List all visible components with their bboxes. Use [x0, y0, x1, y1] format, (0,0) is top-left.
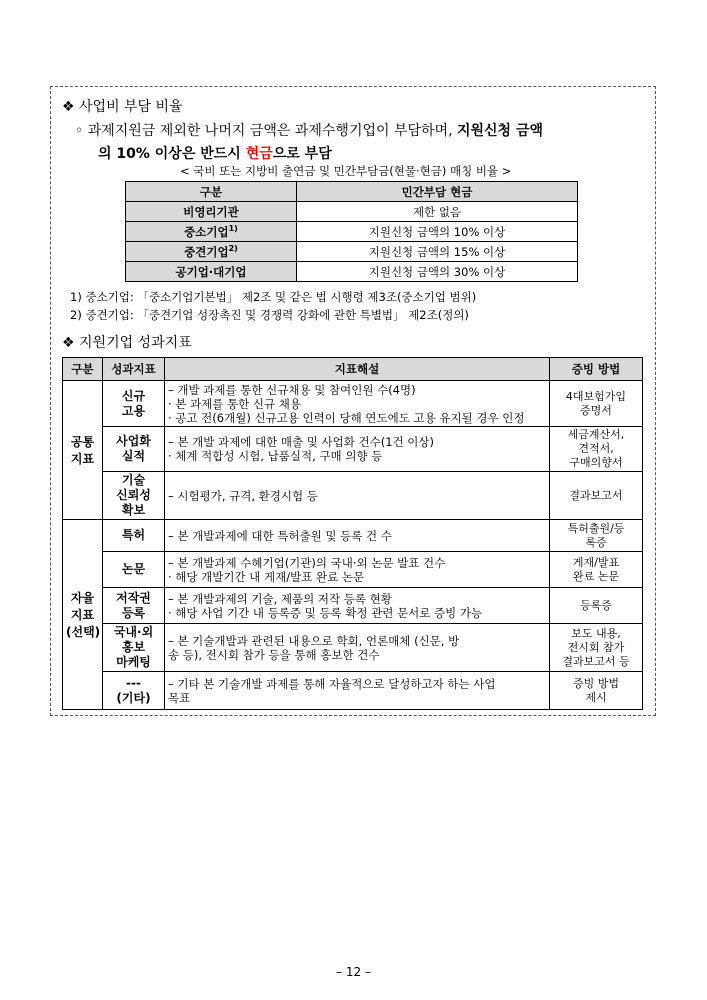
description-cell [165, 588, 550, 624]
evidence-cell [550, 427, 643, 472]
table-row [63, 520, 643, 552]
footnote-1: 1) 중소기업: 「중소기업기본법」 제2조 및 같은 법 시행령 제3조(중소기업 범위) [70, 290, 477, 304]
row-value: 지원신청 금액의 10% 이상 [297, 222, 578, 242]
text-line: 기술 [121, 473, 146, 487]
text-segment: 과제지원금 제외한 나머지 금액은 과제수행기업이 부담하며, [87, 123, 457, 139]
description-cell [165, 672, 550, 710]
text-line: 국내·외 [113, 625, 154, 639]
indicator-cell [103, 381, 165, 427]
text-line: 록증 [585, 535, 607, 549]
text-line: 송 등), 전시회 참가 등을 통해 홍보한 건수 [168, 647, 380, 662]
row-value: 제한 없음 [297, 202, 578, 222]
indicator-cell [103, 472, 165, 520]
text-line: 완료 논문 [572, 569, 619, 583]
section-title: 지원기업 성과지표 [79, 335, 192, 351]
table-row [126, 242, 578, 262]
text-line: – 본 개발과제 수혜기업(기관)의 국내·외 논문 발표 건수 [168, 555, 446, 570]
text-line: – 본 개발 과제에 대한 매출 및 사업화 건수(1건 이상) [168, 435, 435, 449]
text-line: 등록 [121, 605, 146, 620]
header-cell: 증빙 방법 [550, 358, 643, 381]
text-line: 게재/발표 [572, 555, 620, 569]
row-value: 지원신청 금액의 30% 이상 [297, 262, 578, 282]
text-line: 신뢰성 [116, 488, 151, 502]
evidence-cell [550, 520, 643, 552]
circle-bullet-icon: ◦ [75, 123, 84, 139]
table-caption: < 국비 또는 지방비 출연금 및 민간부담금(현물·현금) 매칭 비율 > [180, 164, 512, 178]
description-cell [165, 624, 550, 672]
evidence-cell [550, 672, 643, 710]
label-text: 비영리기관 [183, 204, 239, 219]
table-row [126, 262, 578, 282]
header-cell: 구분 [63, 358, 103, 381]
group-cell-common [63, 381, 103, 520]
text-bold-segment: 의 10% 이상은 반드시 [98, 146, 246, 162]
table-row [63, 552, 643, 588]
label-text: 공기업·대기업 [175, 264, 247, 279]
indicator-cell [103, 672, 165, 710]
text-line: 구매의향서 [569, 456, 623, 469]
footnote-marker: 2) [228, 243, 238, 253]
text-line: · 체계 적합성 시험, 납품실적, 구매 의향 등 [168, 449, 383, 463]
text-line: 지표 [70, 608, 95, 622]
text-line: (선택) [66, 625, 101, 639]
text-line: – 개발 과제를 통한 신규채용 및 참여인원 수(4명) [168, 382, 416, 397]
indicator-cell [103, 520, 165, 552]
text-line: – 시험평가, 규격, 환경시험 등 [168, 488, 318, 503]
text-line: 견적서, [578, 442, 614, 455]
text-line: 전시회 참가 [567, 640, 625, 654]
row-value: 지원신청 금액의 15% 이상 [297, 242, 578, 262]
indicator-cell [103, 427, 165, 472]
text-line: 실적 [121, 449, 146, 463]
text-line: 보도 내용, [571, 626, 621, 640]
table-row [126, 222, 578, 242]
text-line: 사업화 [116, 434, 151, 448]
text-line: 신규 [121, 388, 146, 403]
evidence-cell [550, 588, 643, 624]
header-cell: 성과지표 [103, 358, 165, 381]
diamond-bullet-icon: ❖ [62, 99, 75, 115]
diamond-bullet-icon: ❖ [62, 335, 75, 351]
indicator-cell [103, 588, 165, 624]
description-cell [165, 552, 550, 588]
text-line: 목표 [168, 690, 191, 705]
text-bold-segment: 으로 부담 [272, 146, 332, 162]
description-cell [165, 520, 550, 552]
text-line: – 본 개발과제의 기술, 제품의 저작 등록 현황 [168, 591, 392, 606]
description-cell [165, 381, 550, 427]
footnote-marker: 1) [228, 223, 238, 233]
label-text: 중소기업 [184, 224, 229, 239]
text-bold-segment: 지원신청 금액 [456, 123, 543, 139]
table-row [63, 624, 643, 672]
text-line: · 공고 전(6개월) 신규고용 인력이 당해 연도에도 고용 유지될 경우 인정 [168, 410, 525, 425]
page-number: – 12 – [336, 965, 371, 979]
row-label [126, 242, 297, 262]
row-label [126, 222, 297, 242]
table-header-row [126, 182, 578, 202]
row-label [126, 262, 297, 282]
header-cell: 민간부담 현금 [297, 182, 578, 202]
performance-indicator-table [62, 357, 643, 710]
table-header-row [63, 358, 643, 381]
header-cell: 지표해설 [165, 358, 550, 381]
table-row [63, 672, 643, 710]
footnote-2: 2) 중견기업: 「중견기업 성장촉진 및 경쟁력 강화에 관한 특별법」 제2조(정의) [70, 308, 469, 322]
text-red-segment: 현금 [245, 146, 273, 162]
section-heading-performance [62, 332, 192, 352]
table-row [63, 588, 643, 624]
text-line: 논문 [121, 562, 146, 576]
text-line: · 해당 사업 기간 내 등록증 및 등록 확정 관련 문서로 증빙 가능 [168, 605, 483, 620]
text-line: 마케팅 [116, 655, 151, 669]
text-line: 저작권 [116, 590, 151, 605]
text-line: – 기타 본 기술개발 과제를 통해 자율적으로 달성하고자 하는 사업 [168, 676, 496, 691]
row-label [126, 202, 297, 222]
text-line: 결과보고서 등 [562, 654, 630, 668]
description-cell [165, 472, 550, 520]
header-cell: 구분 [126, 182, 297, 202]
text-line: 증명서 [580, 403, 612, 417]
evidence-cell [550, 624, 643, 672]
text-line: 고용 [121, 403, 146, 418]
text-line: 결과보고서 [569, 488, 623, 502]
text-line: (기타) [116, 690, 151, 705]
indicator-cell [103, 624, 165, 672]
evidence-cell [550, 552, 643, 588]
table-row [126, 202, 578, 222]
evidence-cell [550, 381, 643, 427]
text-line: 홍보 [121, 640, 146, 654]
text-line: 지표 [70, 452, 95, 466]
cost-ratio-paragraph-line1 [75, 120, 543, 140]
text-line: 제시 [585, 690, 607, 704]
section-title: 사업비 부담 비율 [79, 99, 183, 115]
table-row [63, 427, 643, 472]
group-cell-optional [63, 520, 103, 710]
text-line: 세금계산서, [567, 428, 625, 441]
text-line: 특허 [121, 528, 146, 542]
description-cell [165, 427, 550, 472]
text-line: – 본 개발과제에 대한 특허출원 및 등록 건 수 [168, 528, 392, 543]
text-line: 증빙 방법 [572, 676, 619, 690]
text-line: 확보 [121, 503, 146, 517]
table-row [63, 472, 643, 520]
text-line: 공통 [70, 435, 95, 449]
text-line: · 본 과제를 통한 신규 채용 [168, 396, 302, 411]
evidence-cell [550, 472, 643, 520]
table-row [63, 381, 643, 427]
text-line: – 본 기술개발과 관련된 내용으로 학회, 언론매체 (신문, 방 [168, 633, 460, 648]
text-line: 4대보험가입 [565, 389, 627, 403]
text-line: 등록증 [580, 598, 612, 612]
text-line: --- [126, 675, 141, 690]
text-line: 자율 [70, 591, 95, 605]
indicator-cell [103, 552, 165, 588]
cost-ratio-paragraph-line2 [98, 143, 332, 163]
text-line: · 해당 개발기간 내 게재/발표 완료 논문 [168, 569, 365, 584]
section-heading-cost-ratio [62, 96, 183, 116]
matching-ratio-table [125, 181, 578, 282]
label-text: 중견기업 [184, 244, 229, 259]
text-line: 특허출원/등 [567, 521, 625, 535]
